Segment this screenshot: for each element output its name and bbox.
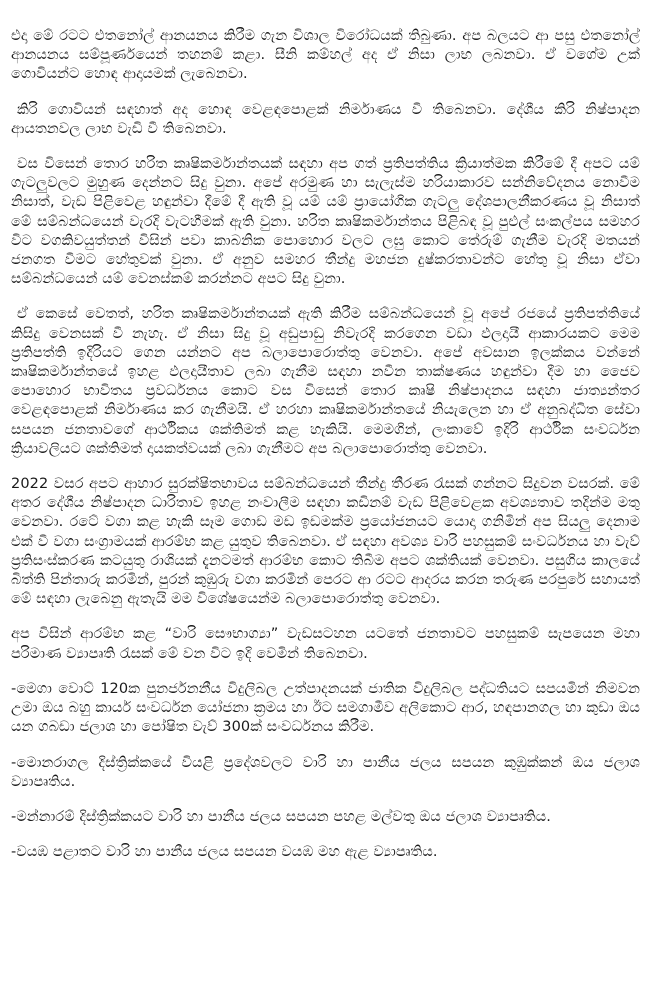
bullet-malwathu-oya-project: -මන්නාරම් දිස්ත්‍රික්කයට වාරි හා පානීය ජලය සපයන පහළ මල්වතු ඔය ජලාශ ව්‍යාපෘතිය. [11, 808, 551, 825]
paragraph-2022-food-security: 2022 වසර අපට ආහාර සුරක්ෂිතභාවය සම්බන්ධයෙන් තීන්දු තීරණ රැසක් ගන්නට සිදුවන වසරක්. මේ අතර දේශීය නිෂ්පාදන ධාරිතාව ඉහළ නංවාලීම සඳහා කඩිනම් වැඩ පිළිවෙළක අවශ්‍යතාව තදින්ම මතු වෙනවා. රටේ වගා කළ හැකි සෑම ගොඩ මඩ ඉඩමක්ම ප්‍රයෝජනයට යොදා ගනිමින් අප සියලු දෙනාම එක් වී වගා සංග්‍රාමයක් ආරම්භ කළ යුතුව තිබෙනවා. ඒ සඳහා අවශ්‍ය වාරි පහසුකම් සංවර්ධනය හා වැව් ප්‍රතිසංස්කරණ කටයුතු රාශියක් දැනටමත් ආරම්භ කොට තිබීම අපට ශක්තියක් වෙනවා. පසුගිය කාලයේ බිත්ති පින්තාරු කරමින්, පුරන් කුඹුරු වගා කරමින් පෙරට ආ රටට ආදරය කරන තරුණ පරපුරේ සහායත් මේ සඳහා ලැබෙනු ඇතැයි මම විශේෂයෙන්ම බලාපොරොත්තු වෙනවා. [11, 476, 640, 608]
paragraph-green-agriculture-issues: වස විසෙන් තොර හරිත කෘෂිකර්මාන්තයක් සඳහා අප ගත් ප්‍රතිපත්තිය ක්‍රියාත්මක කිරීමේ දී අපට යම් ගැටලුවලට මුහුණ දෙන්නට සිදු වුනා. අපේ අරමුණ හා සැලැස්ම හරියාකාරව සන්නිවේදනය නොවීම නිසාත්, වැඩ පිළිවෙළ හඳුන්වා දීමේ දී ඇති වූ යම් යම් ප්‍රායෝගික ගැටලු දේශපාලනීකරණය වූ නිසාත් මේ සම්බන්ධයෙන් වැරදි වැටහීමක් ඇති වුනා. හරිත කෘෂිකර්මාන්තය පිළිබඳ වූ පුළුල් සංකල්පය සමහර විට වගකිවයුත්තන් විසින් පවා කාබනික පොහොර වලට ලඝු කොට තේරුම් ගැනීම වැරදි මතයන් ජනගත වීමට හේතුවක් වුනා. ඒ අනුව සමහර තීන්දු මහජන දුෂ්කරතාවන්ට හේතු වූ නිසා ඒවා සම්බන්ධයෙන් යම් වෙනස්කම් කරන්නට අපට සිදු වුනා. [11, 156, 640, 288]
bullet-uma-oya-project: -මෙගා වොට් 120ක පුනර්ජනනීය විදුලිබල උත්පාදනයක් ජාතික විදුලිබල පද්ධතියට සපයමින් නිමවන උමා ඔය බහු කාර්ය සංවර්ධන යෝජනා ක්‍රමය හා ඊට සමගාමීව අලිකොට ආර, හඳපානගල හා කුඩා ඔය යන ගබඩා ජලාශ හා පෝෂිත වැව් 300ක් සංවර්ධනය කිරීම. [11, 680, 640, 736]
paragraph-ethanol-import: එදා මේ රටට එතනෝල් ආනයනය කිරීම ගැන විශාල විරෝධයක් තිබුණා. අප බලයට ආ පසු එතනෝල් ආනයනය සම්පූර්ණයෙන් තහනම් කළා. සීනි කම්හල් අද ඒ නිසා ලාභ ලබනවා. ඒ වගේම උක් ගොවියන්ට හොඳ ආදායමක් ලැබෙනවා. [11, 28, 640, 83]
paragraph-vari-saubhagya-programme: අප විසින් ආරම්භ කළ “වාරි සෞභාග්‍යා” වැඩසටහන යටතේ ජනතාවට පහසුකම් සැපයෙන මහා පරිමාණ ව්‍යාපෘති රැසක් මේ වන විට ඉදි වෙමින් තිබෙනවා. [11, 626, 640, 662]
paragraph-policy-unchanged: ඒ කෙසේ වෙතත්, හරිත කෘෂිකර්මාන්තයක් ඇති කිරීම සම්බන්ධයෙන් වූ අපේ රජයේ ප්‍රතිපත්තියේ කිසිදු වෙනසක් වී නැහැ. ඒ නිසා සිදු වූ අඩුපාඩු නිවැරදි කරගෙන වඩා ඵලදායී ආකාරයකට මෙම ප්‍රතිපත්ති ඉදිරියට ගෙන යන්නට අප බලාපොරොත්තු වෙනවා. අපේ අවසාන ඉලක්කය වන්නේ කෘෂිකර්මාන්තයේ ඉහළ ඵලදායීතාව ලබා ගැනීම සඳහා නවීන තාක්ෂණය හඳුන්වා දීම හා ජෛව පොහොර භාවිතය ප්‍රවර්ධනය කොට වස විසෙන් තොර කෘෂි නිෂ්පාදනය සඳහා ජාත්‍යන්තර වෙළඳපොළක් නිර්මාණය කර ගැනීමයි. ඒ හරහා කෘෂිකර්මාන්තයේ නියැලෙන හා ඒ අනුබද්ධිත සේවා සපයන ජනතාවගේ ආර්ථිකය ශක්තිමත් කළ හැකියි. මෙමගින්, ලංකාවේ ඉදිරි ආර්ථික සංවර්ධන ක්‍රියාවලියට ශක්තිමත් දායකත්වයක් ලබා ගැනීමට අප බලාපොරොත්තු වෙනවා. [11, 306, 640, 457]
bullet-wayamba-maha-ela-project: -වයඹ පළාතට වාරි හා පානීය ජලය සපයන වයඹ මහ ඇළ ව්‍යාපෘතිය. [11, 844, 438, 861]
bullet-kumbukkan-oya-project: -මොනරාගල දිස්ත්‍රික්කයේ වියළි ප්‍රදේශවලට වාරි හා පානීය ජලය සපයන කුඹුක්කන් ඔය ජලාශ ව්‍යාපෘතිය. [11, 754, 640, 790]
paragraph-dairy-market: කිරි ගොවියන් සඳහාත් අද හොඳ වෙළඳපොළක් නිර්මාණය වී තිබෙනවා. දේශීය කිරි නිෂ්පාදන ආයතනවල ලාභ වැඩි වී තිබෙනවා. [11, 101, 640, 137]
